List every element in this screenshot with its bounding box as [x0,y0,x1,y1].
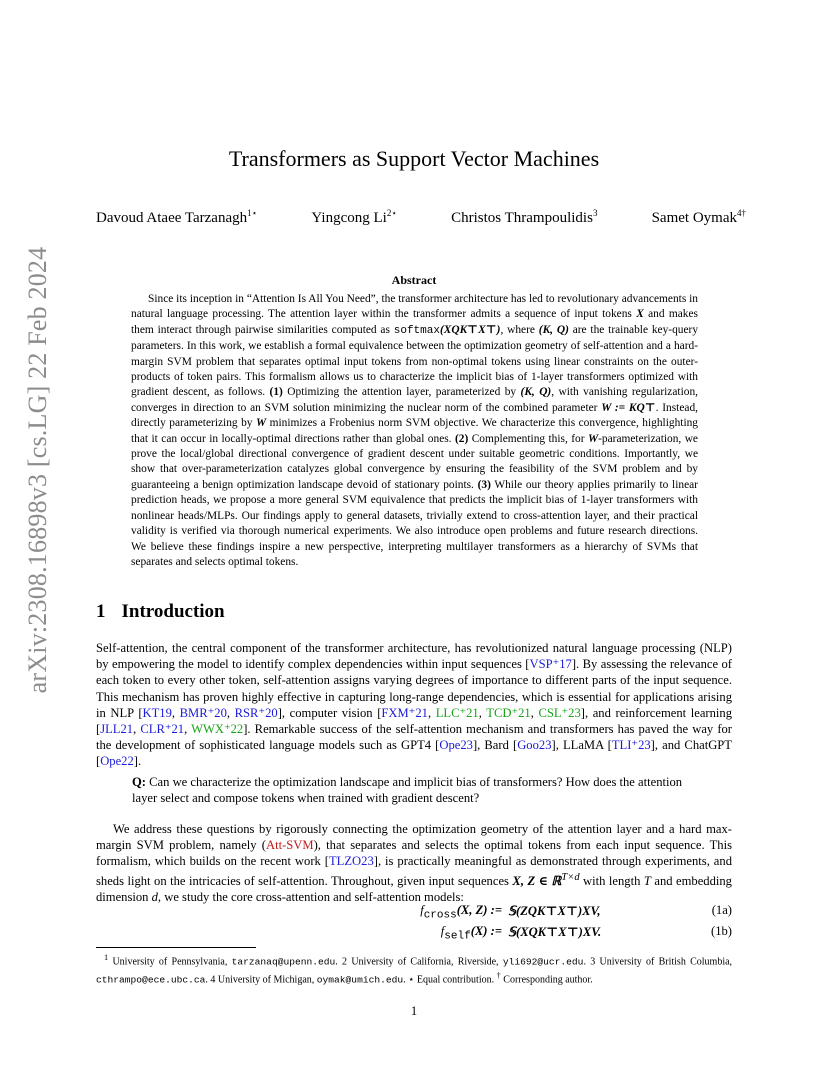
citation-link[interactable]: Ope23 [439,738,473,753]
citation-link[interactable]: CLR⁺21 [140,722,185,737]
abstract-text: Since its inception in “Attention Is All You Need”, the transformer architecture has led to revolutionary advancements in natural language processing. The attention layer within the transformer admits a sequence of input tokens X and makes them interact through pairwise similarities computed as softmax(XQK⊤X⊤), where (K, Q) are the trainable key-query parameters. In this work, we establish a formal equivalence between the optimization geometry of self-attention and a hard-margin SVM problem that separates optimal input tokens from non-optimal tokens using linear constraints on the outer-products of token pairs. This formalism allows us to characterize the implicit bias of 1-layer transformers optimized with gradient descent, as follows. (1) Optimizing the attention layer, parameterized by (K, Q), with vanishing regularization, converges in direction to an SVM solution minimizing the nuclear norm of the combined parameter W := KQ⊤. Instead, directly parameterizing by W minimizes a Frobenius norm SVM objective. We characterize this convergence, highlighting that it can occur in locally-optimal directions rather than global ones. (2) Complementing this, for W-parameterization, we prove the local/global directional convergence of gradient descent under suitable geometric conditions. Importantly, we show that over-parameterization catalyzes global convergence by ensuring the feasibility of the SVM problem and by guaranteeing a benign optimization landscape devoid of stationary points. (3) While our theory applies primarily to linear prediction heads, we propose a more general SVM equivalence that predicts the implicit bias of 1-layer transformers with nonlinear heads/MLPs. Our findings apply to general datasets, trivially extend to cross-attention layer, and their practical validity is verified via thorough numerical experiments. We also introduce open problems and future research directions. We believe these findings inspire a new perspective, interpreting multilayer transformers as a hierarchy of SVMs that separates and selects optimal tokens. [131,293,699,568]
citation-link[interactable]: TLZO23 [328,854,374,869]
author: Davoud Ataee Tarzanagh$^{1⋆}$ [96,208,258,226]
citation-link[interactable]: Ope22 [100,754,134,769]
citation-link[interactable]: KT19 [142,705,172,720]
page-number: 1 [410,1004,418,1018]
author: Yingcong $Li^{2⋆}$ [311,208,397,226]
abstract-heading: Abstract [391,273,437,287]
paper-title: Transformers as Support Vector Machines [228,146,600,171]
research-question: Q: Can we characterize the optimization landscape and implicit bias of transformers? How does the attention layer select and compose tokens when trained with gradient descent? [132,775,683,806]
citation-link[interactable]: FXM⁺21 [381,705,428,720]
intro-paragraph: We address these questions by rigorously connecting the optimization geometry of the attention layer and a hard max-margin SVM problem, namely (Att-SVM), that separates and selects the optimal tokens from each input sequence. This formalism, which builds on the recent work [TLZO23], is practically meaningful as demonstrated through experiments, and sheds light on the intricacies of self-attention. Throughout, given input sequences X, Z ∈ ℝ$^{T\times d}$ with length T and embedding dimension d, we study the core cross-attention and self-attention models: [96,822,732,904]
citation-link[interactable]: RSR⁺20 [234,705,278,720]
citation-link[interactable]: LLC⁺21 [435,705,479,720]
citation-link[interactable]: VSP⁺17 [529,657,572,672]
footnote-divider [96,947,256,948]
author: Christos Thrampoulidis$^3$ [451,208,598,226]
equation-link[interactable]: Att-SVM [266,838,314,853]
author: Samet Oymak$^{4\dagger}$ [651,208,746,226]
citation-link[interactable]: WWX⁺22 [191,722,244,737]
arxiv-watermark: arXiv:2308.16898v3 [cs.LG] 22 Feb 2024 [23,246,52,694]
citation-link[interactable]: CSL⁺23 [538,705,581,720]
author-list [96,208,746,227]
citation-link[interactable]: BMR⁺20 [179,705,227,720]
citation-link[interactable]: TLI⁺23 [611,738,651,753]
section-heading: 1 Introduction [96,601,225,622]
citation-link[interactable]: Goo23 [517,738,552,753]
footnote: $^1$ University of Pennsylvania, tarzanaq@upenn.edu. 2 University of California, Riverside, yli692@ucr.edu. 3 University of British Columbia, cthrampo@ece.ubc.ca. 4 University of Michigan, oymak@umich.edu. ⋆ Equal contribution. † Corresponding author. [96,953,733,986]
intro-paragraph: Self-attention, the central component of the transformer architecture, has revolutionized natural language processing (NLP) by empowering the model to identify complex dependencies within input sequences [VSP⁺17]. By assessing the relevance of each token to every other token, self-attention assigns varying degrees of importance to different parts of the input sequence. This mechanism has proven highly effective in capturing long-range dependencies, which is essential for applications arising in NLP [KT19, BMR⁺20, RSR⁺20], computer vision [FXM⁺21, LLC⁺21, TCD⁺21, CSL⁺23], and reinforcement learning [JLL21, CLR⁺21, WWX⁺22]. Remarkable success of the self-attention mechanism and transformers has paved the way for the development of sophisticated language models such as GPT4 [Ope23], Bard [Goo23], LLaMA [TLI⁺23], and ChatGPT [Ope22]. [96,641,732,769]
citation-link[interactable]: JLL21 [100,722,134,737]
citation-link[interactable]: TCD⁺21 [486,705,531,720]
